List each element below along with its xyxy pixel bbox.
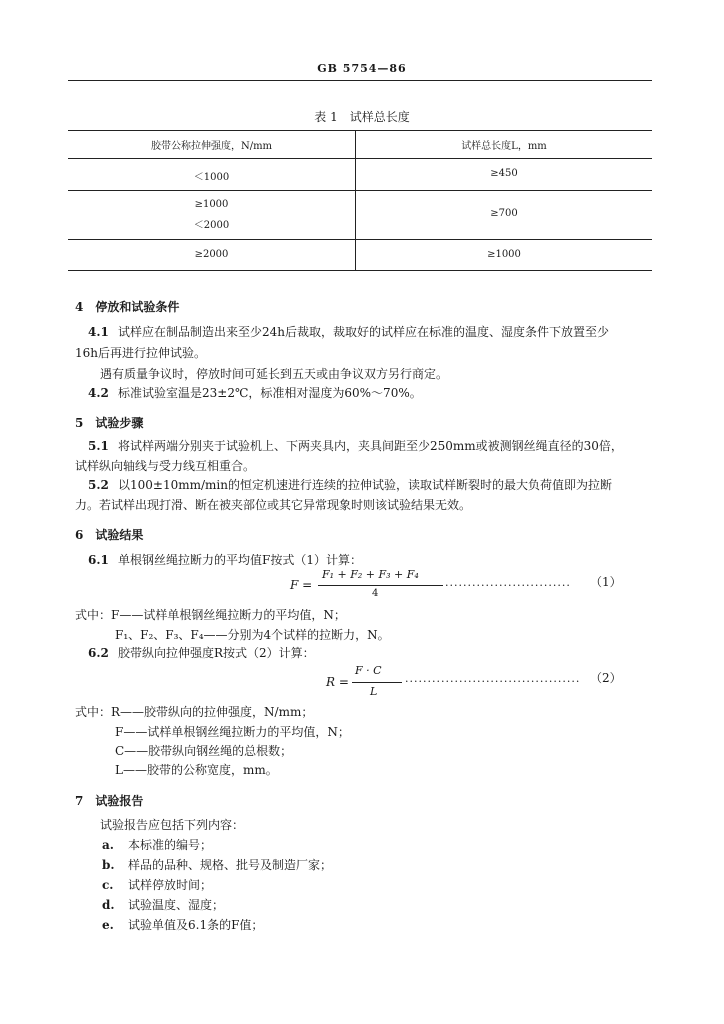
table-header-length: 试样总长度L，mm <box>461 141 547 152</box>
table-rule-row2 <box>68 239 652 240</box>
clause-6-1-text: 单根钢丝绳拉断力的平均值F按式（1）计算： <box>118 553 362 567</box>
table-row-1-strength: ＜1000 <box>193 172 230 183</box>
section-4-title: 4 停放和试验条件 <box>75 300 180 314</box>
header-rule <box>68 80 652 81</box>
report-item-d: 试验温度、湿度； <box>128 898 225 912</box>
table-rule-top <box>68 130 652 131</box>
standard-number: GB 5754—86 <box>317 62 407 75</box>
table-row-2-length: ≥700 <box>490 208 518 219</box>
formula-2-leader: ....................................... <box>405 672 581 685</box>
where-2-line-3: C——胶带纵向钢丝绳的总根数； <box>115 744 293 758</box>
report-item-a-marker: a. <box>102 838 114 852</box>
formula-2-denominator: L <box>370 685 378 698</box>
report-item-c-marker: c. <box>102 878 114 892</box>
report-item-d-marker: d. <box>102 898 115 912</box>
formula-2-fraction-bar <box>352 682 402 683</box>
clause-6-1-number: 6.1 <box>88 553 109 567</box>
formula-1-fraction-bar <box>318 585 443 586</box>
clause-5-1-line-1: 将试样两端分别夹于试验机上、下两夹具内，夹具间距至少250mm或被测钢丝绳直径的30倍， <box>118 439 623 453</box>
where-1-line-2: F₁、F₂、F₃、F₄——分别为4个试样的拉断力，N。 <box>115 628 390 642</box>
section-7-title: 7 试验报告 <box>75 794 144 808</box>
report-item-e: 试验单值及6.1条的F值； <box>128 918 264 932</box>
formula-1-leader: ............................ <box>445 576 571 589</box>
report-item-b-marker: b. <box>102 858 115 872</box>
clause-4-1-number: 4.1 <box>88 325 109 339</box>
table-rule-row1 <box>68 190 652 191</box>
clause-4-2-line-1: 标准试验室温是23±2℃，标准相对湿度为60%～70%。 <box>118 386 422 400</box>
clause-6-2-number: 6.2 <box>88 646 109 660</box>
where-1-line-1: 式中：F——试样单根钢丝绳拉断力的平均值，N； <box>75 608 346 622</box>
report-item-b: 样品的品种、规格、批号及制造厂家； <box>128 858 333 872</box>
formula-1-numerator: F₁ + F₂ + F₃ + F₄ <box>322 568 419 581</box>
table-header-strength: 胶带公称拉伸强度，N/mm <box>150 141 273 152</box>
report-item-a: 本标准的编号； <box>128 838 213 852</box>
table-row-2-strength-upper: ＜2000 <box>193 220 230 231</box>
clause-5-1-line-2: 试样纵向轴线与受力线互相重合。 <box>75 459 256 473</box>
clause-5-2-number: 5.2 <box>88 478 109 492</box>
where-2-line-2: F——试样单根钢丝绳拉断力的平均值，N； <box>115 725 350 739</box>
clause-4-1-line-2: 16h后再进行拉伸试验。 <box>75 346 206 360</box>
clause-5-1-number: 5.1 <box>88 439 109 453</box>
table-row-1-length: ≥450 <box>490 168 518 179</box>
formula-1-tag: （1） <box>590 575 622 589</box>
report-intro: 试验报告应包括下列内容： <box>100 818 245 832</box>
clause-6-2-text: 胶带纵向拉伸强度R按式（2）计算： <box>118 646 315 660</box>
report-item-e-marker: e. <box>102 918 114 932</box>
table-row-3-strength: ≥2000 <box>194 249 229 260</box>
section-6-title: 6 试验结果 <box>75 528 144 542</box>
where-2-line-4: L——胶带的公称宽度，mm。 <box>115 763 278 777</box>
formula-2-lhs: R = <box>326 675 349 689</box>
clause-4-2-number: 4.2 <box>88 386 109 400</box>
where-2-line-1: 式中：R——胶带纵向的拉伸强度，N/mm； <box>75 705 314 719</box>
table-caption: 表 1 试样总长度 <box>314 110 410 124</box>
clause-5-2-line-2: 力。若试样出现打滑、断在被夹部位或其它异常现象时则该试验结果无效。 <box>75 498 472 512</box>
formula-1-lhs: F = <box>290 578 313 592</box>
formula-1-denominator: 4 <box>372 588 379 599</box>
report-item-c: 试样停放时间； <box>128 878 213 892</box>
table-row-3-length: ≥1000 <box>487 249 521 260</box>
formula-2-numerator: F · C <box>355 664 382 677</box>
clause-5-2-line-1: 以100±10mm/min的恒定机速进行连续的拉伸试验，读取试样断裂时的最大负荷值即为拉断 <box>118 478 612 492</box>
table-row-2-strength: ≥1000 <box>194 199 229 210</box>
formula-2-tag: （2） <box>590 671 622 685</box>
section-5-title: 5 试验步骤 <box>75 416 144 430</box>
table-rule-bottom <box>68 270 652 271</box>
clause-4-1-line-3: 遇有质量争议时，停放时间可延长到五天或由争议双方另行商定。 <box>100 367 449 381</box>
clause-4-1-line-1: 试样应在制品制造出来至少24h后裁取，裁取好的试样应在标准的温度、湿度条件下放置至少 <box>118 325 610 339</box>
table-rule-header <box>68 158 652 159</box>
